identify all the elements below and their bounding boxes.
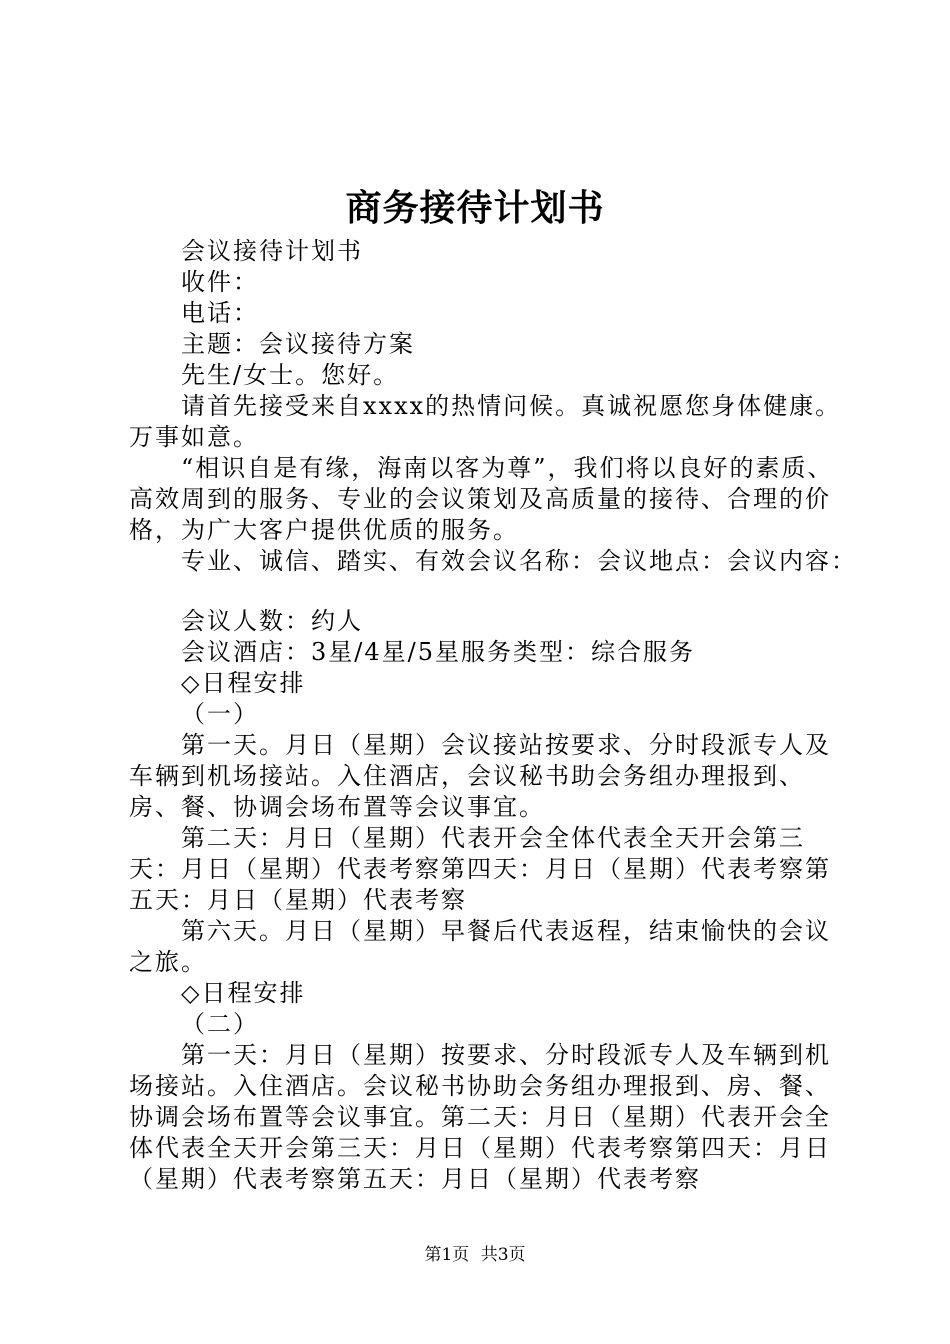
page-footer [0, 1244, 950, 1266]
paragraph-heading: 会议接待计划书 [181, 237, 363, 265]
paragraph-schedule-two: 第一天：月日（星期）按要求、分时段派专人及车辆到机场接站。入住酒店。会议秘书协助会务组办理报到、房、餐、协调会场布置等会议事宜。第二天：月日（星期）代表开会全体代表全天开会第三天：月日（星期）代表考察第四天：月日（星期）代表考察第五天：月日（星期）代表考察 [129, 1041, 831, 1193]
page-number: 第1页 [424, 1245, 470, 1265]
document-body [129, 236, 857, 1195]
paragraph-phone: 电话： [181, 299, 259, 327]
document-title: 商务接待计划书 [345, 187, 605, 229]
paragraph-day-one: 第一天。月日（星期）会议接站按要求、分时段派专人及车辆到机场接站。入住酒店，会议秘书助会务组办理报到、房、餐、协调会场布置等会议事宜。 [129, 731, 831, 821]
paragraph-days-two-to-five: 第二天：月日（星期）代表开会全体代表全天开会第三天：月日（星期）代表考察第四天：月日（星期）代表考察第五天：月日（星期）代表考察 [129, 824, 831, 914]
paragraph-day-six: 第六天。月日（星期）早餐后代表返程，结束愉快的会议之旅。 [129, 917, 831, 976]
schedule-heading-1: ◇日程安排 [181, 669, 306, 697]
paragraph-subject: 主题：会议接待方案 [181, 330, 415, 358]
schedule-label-1: （一） [181, 700, 259, 728]
paragraph-recipient: 收件： [181, 268, 259, 296]
paragraph-wishes: 请首先接受来自xxxx的热情问候。真诚祝愿您身体健康。万事如意。 [129, 392, 842, 451]
blank-line [129, 577, 849, 606]
paragraph-hotel: 会议酒店：3星/4星/5星服务类型：综合服务 [181, 638, 695, 666]
paragraph-intro: “相识自是有缘，海南以客为尊”，我们将以良好的素质、高效周到的服务、专业的会议策划及高质量的接待、合理的价格，为广大客户提供优质的服务。 [129, 454, 834, 544]
paragraph-meeting-info: 专业、诚信、踏实、有效会议名称：会议地点：会议内容： [181, 547, 857, 575]
schedule-label-2: （二） [181, 1010, 259, 1038]
paragraph-greeting: 先生/女士。您好。 [181, 361, 400, 389]
paragraph-attendees: 会议人数：约人 [181, 607, 363, 635]
page-total: 共3页 [480, 1245, 526, 1265]
schedule-heading-2: ◇日程安排 [181, 979, 306, 1007]
